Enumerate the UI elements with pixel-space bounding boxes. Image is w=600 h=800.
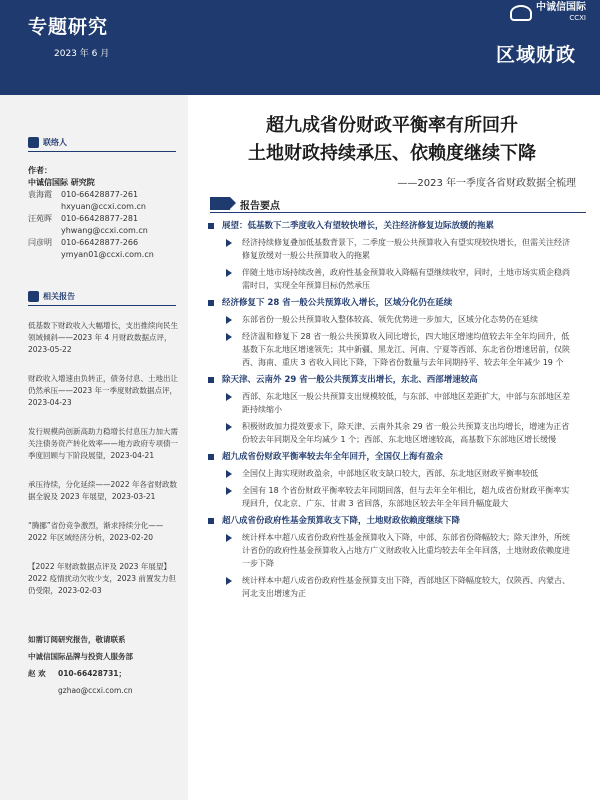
bullet-item: 东部省份一般公共预算收入整体较高、领先优势进一步加大，区域分化态势仍在延续	[206, 313, 586, 326]
related-report-item[interactable]: 承压待续，分化延续——2022 年各省财政数据全貌及 2023 年展望，2023-03-21	[28, 480, 177, 501]
key-point-section	[206, 450, 586, 510]
bullet-item: 经济持续修复叠加低基数背景下，二季度一般公共预算收入有望实现较快增长，但需关注经济修复放缓对一般公共预算收入的拖累	[206, 236, 586, 262]
contacts-divider	[28, 151, 176, 152]
arrow-bullet-icon	[226, 316, 232, 324]
logo-en: CCXI	[569, 14, 586, 22]
header-right-band	[188, 0, 600, 92]
related-report-item[interactable]: “腾挪”省份竞争激烈，渐求持续分化——2022 年区域经济分析，2023-02-20	[28, 521, 164, 542]
related-report-item[interactable]: 发行规模尚创新高助力稳增长付息压力加大需关注债务资产转化效率——地方政府专项债一季度回顾与下阶段展望，2023-04-21	[28, 427, 178, 460]
section-heading: 超八成省份政府性基金预算收支下降，土地财政依赖度继续下降	[206, 514, 586, 531]
arrow-bullet-icon	[226, 239, 232, 247]
bullet-item: 西部、东北地区一般公共预算支出规模较低，与东部、中部地区差距扩大，中部与东部地区差距持续缩小	[206, 390, 586, 416]
square-bullet-icon	[208, 454, 214, 460]
report-points-divider	[210, 212, 586, 213]
section-heading: 展望：低基数下二季度收入有望较快增长，关注经济修复边际放缓的拖累	[206, 219, 586, 236]
related-report-item[interactable]: 【2022 年财政数据点评及 2023 年展望】2022 疫情扰动欠收少支，2023 前置发力但仍受限，2023-02-03	[28, 562, 176, 595]
report-date: 2023 年 6 月	[54, 49, 110, 59]
related-report-item[interactable]: 财政收入增速由负转正，债务付息、土地出让仍然承压——2023 年一季度财政数据点评，2023-04-23	[28, 374, 178, 407]
authors-label: 作者：	[28, 166, 52, 175]
bullet-item: 全国仅上海实现财政盈余，中部地区收支缺口较大，西部、东北地区财政平衡率较低	[206, 467, 586, 480]
bullet-item: 统计样本中超八成省份政府性基金预算收入下降，中部、东部省份降幅较大；除天津外，所统计省份的政府性基金预算收入占地方广义财政收入比重均较去年全年回落，土地财政依赖度进一步下降	[206, 531, 586, 570]
arrow-bullet-icon	[226, 577, 232, 585]
contacts-heading: 联络人	[28, 137, 67, 148]
section-tag-icon	[210, 197, 230, 210]
report-subtitle: ——2023 年一季度各省财政数据全梳理	[397, 178, 576, 189]
related-heading: 相关报告	[28, 291, 75, 302]
bullet-item: 伴随土地市场持续改善，政府性基金预算收入降幅有望继续收窄，同时，土地市场实质企稳尚需时日，实现全年预算目标仍然承压	[206, 266, 586, 292]
section-heading: 除天津、云南外 29 省一般公共预算支出增长，东北、西部增速较高	[206, 373, 586, 390]
report-category: 区域财政	[495, 44, 576, 66]
subscription-contact: 如需订阅研究报告，敬请联系 中诚信国际品牌与投资人服务部 赵 欢 010-66428731； gzhao@ccxi.com.cn	[28, 631, 178, 699]
author-email[interactable]: ymyan01@ccxi.com.cn	[61, 250, 154, 259]
author-row: 闫彦明 010-66428877-266	[28, 238, 139, 247]
square-bullet-icon	[208, 300, 214, 306]
key-point-section	[206, 296, 586, 369]
author-email[interactable]: hxyuan@ccxi.com.cn	[61, 202, 146, 211]
company-logo	[510, 2, 586, 24]
report-type-title: 专题研究	[28, 16, 109, 38]
arrow-bullet-icon	[226, 269, 232, 277]
related-divider	[28, 305, 176, 306]
sidebar	[0, 95, 188, 800]
key-point-section	[206, 219, 586, 292]
author-row: 袁海霞 010-66428877-261	[28, 190, 139, 199]
logo-mark-icon	[510, 5, 532, 21]
arrow-bullet-icon	[226, 487, 232, 495]
bullet-item: 统计样本中超八成省份政府性基金预算支出下降，西部地区下降幅度较大，仅陕西、内蒙古、河北支出增速为正	[206, 574, 586, 600]
header-left-band	[0, 0, 188, 92]
institute-name: 中诚信国际 研究院	[28, 178, 95, 187]
square-bullet-icon	[208, 377, 214, 383]
contact-email[interactable]: gzhao@ccxi.com.cn	[58, 686, 133, 695]
related-report-item[interactable]: 低基数下财政收入大幅增长，支出推续向民生领域倾斜——2023 年 4 月财政数据点评，2023-05-22	[28, 321, 178, 354]
bullet-item: 经济温和修复下 28 省一般公共预算收入同比增长，四大地区增速均值较去年全年均回升，低基数下东北地区增速领先；其中新疆、黑龙江、河南、宁夏等西部、东北省份增速居前，仅陕西、海南、重庆 3 省收入同比下降，下降省份数量与去年同期持平、较去年全年减少 19 个	[206, 330, 586, 369]
arrow-bullet-icon	[226, 423, 232, 431]
key-point-section	[206, 514, 586, 600]
key-points	[206, 219, 586, 604]
key-point-section	[206, 373, 586, 446]
square-bullet-icon	[208, 518, 214, 524]
authors-block	[28, 165, 178, 261]
arrow-bullet-icon	[226, 333, 232, 341]
contact-phone: 010-66428731；	[58, 669, 127, 678]
arrow-bullet-icon	[226, 393, 232, 401]
section-heading: 经济修复下 28 省一般公共预算收入增长，区域分化仍在延续	[206, 296, 586, 313]
square-bullet-icon	[208, 223, 214, 229]
report-title: 超九成省份财政平衡率有所回升 土地财政持续承压、依赖度继续下降	[248, 115, 536, 164]
document-icon	[28, 291, 39, 302]
person-icon	[28, 137, 39, 148]
logo-cn: 中诚信国际	[536, 2, 586, 13]
related-reports-list	[28, 320, 178, 614]
arrow-bullet-icon	[226, 470, 232, 478]
author-row: 汪苑晖 010-66428877-281	[28, 214, 139, 223]
contact-person: 赵 欢	[28, 669, 46, 678]
report-points-header	[200, 195, 586, 213]
section-heading: 超九成省份财政平衡率较去年全年回升，全国仅上海有盈余	[206, 450, 586, 467]
report-points-label: 报告要点	[240, 201, 280, 212]
arrow-bullet-icon	[226, 534, 232, 542]
author-email[interactable]: yhwang@ccxi.com.cn	[61, 226, 148, 235]
bullet-item: 全国有 18 个省份财政平衡率较去年同期回落，但与去年全年相比，超九成省份财政平衡率实现回升，仅北京、广东、甘肃 3 省回落，东部地区较去年全年回升幅度最大	[206, 484, 586, 510]
bullet-item: 积极财政加力提效要求下，除天津、云南外其余 29 省一般公共预算支出均增长，增速为正省份较去年同期及全年均减少 1 个；西部、东北地区增速较高，高基数下东部地区增长缓慢	[206, 420, 586, 446]
